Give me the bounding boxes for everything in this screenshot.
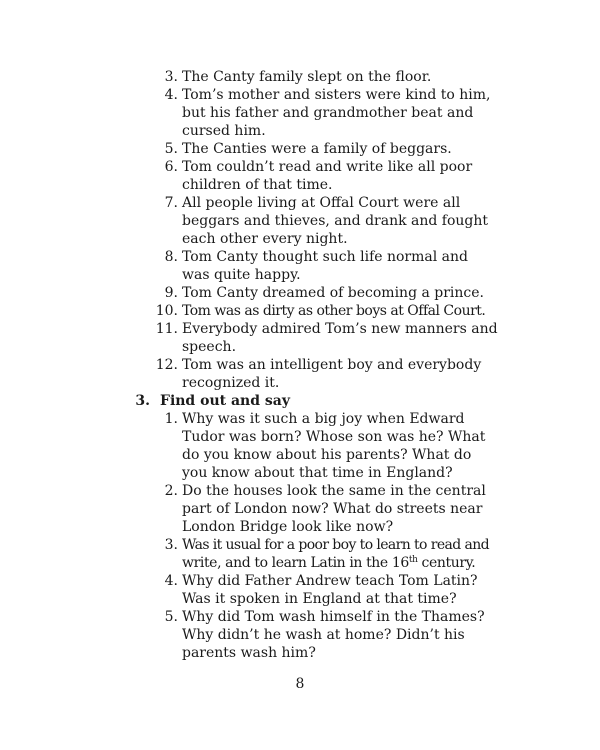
list-item-text: parents wash him? [182,645,316,661]
list-item-number: 12. [155,357,178,373]
page-number: 8 [295,676,305,692]
list-item-number: 5. [164,141,178,157]
list-item-text: Why did Tom wash himself in the Thames? [182,609,485,625]
century-suffix: th [408,555,418,565]
list-item-text: Tom Canty dreamed of becoming a prince. [182,285,485,301]
list-item-text: The Canties were a family of beggars. [182,141,452,157]
list-item-text: Tom was as dirty as other boys at Offal Court. [182,303,486,319]
list-item-text: Tom couldn’t read and write like all poor [182,159,473,175]
list-item-text: Everybody admired Tom’s new manners and [182,321,498,337]
list-item-number: 5. [164,609,178,625]
century-line-end: century. [417,555,476,571]
list-item-text: Why did Father Andrew teach Tom Latin? [182,573,478,589]
list-item-text: do you know about his parents? What do [182,447,472,463]
list-item-text: Why was it such a big joy when Edward [182,411,465,427]
list-item-number: 3. [164,537,178,553]
list-item-number: 11. [155,321,178,337]
list-item-number: 6. [164,159,178,175]
list-item-text: Tudor was born? Whose son was he? What [182,429,486,445]
list-item-number: 4. [164,573,178,589]
list-item-text: Tom was an intelligent boy and everybody [182,357,482,373]
list-item-number: 10. [155,303,178,319]
list-item-text: cursed him. [182,123,266,139]
list-item-text: part of London now? What do streets near [182,501,483,517]
list-item-text: you know about that time in England? [182,465,453,481]
list-item-text: Was it spoken in England at that time? [182,591,457,607]
list-item-text: Why didn’t he wash at home? Didn’t his [182,627,465,643]
list-item-text: The Canty family slept on the floor. [182,69,432,85]
list-item-number: 3. [164,69,178,85]
list-item-number: 7. [164,195,178,211]
section-number: 3. [135,393,150,409]
list-item-number: 8. [164,249,178,265]
section-title: Find out and say [160,393,290,409]
list-item-number: 1. [164,411,178,427]
list-item-text: speech. [182,339,237,355]
list-item-text: recognized it. [182,375,280,391]
list-item-text: children of that time. [182,177,333,193]
list-item-text: each other every night. [182,231,348,247]
list-item-number: 2. [164,483,178,499]
list-item-text: All people living at Offal Court were all [182,195,461,211]
list-item-number: 4. [164,87,178,103]
list-item-number: 9. [164,285,178,301]
list-item-text: Tom Canty thought such life normal and [182,249,469,265]
list-item-text: Do the houses look the same in the central [182,483,486,499]
list-item-text: London Bridge look like now? [182,519,394,535]
century-line-start: write, and to learn Latin in the 16 [182,555,409,571]
list-item-text: Tom’s mother and sisters were kind to him, [182,87,491,103]
list-item-text: beggars and thieves, and drank and fought [182,213,489,229]
list-item-text: Was it usual for a poor boy to learn to read and [182,537,490,553]
list-item-text [182,554,475,572]
list-item-text: was quite happy. [182,267,301,283]
list-item-text: but his father and grandmother beat and [182,105,474,121]
